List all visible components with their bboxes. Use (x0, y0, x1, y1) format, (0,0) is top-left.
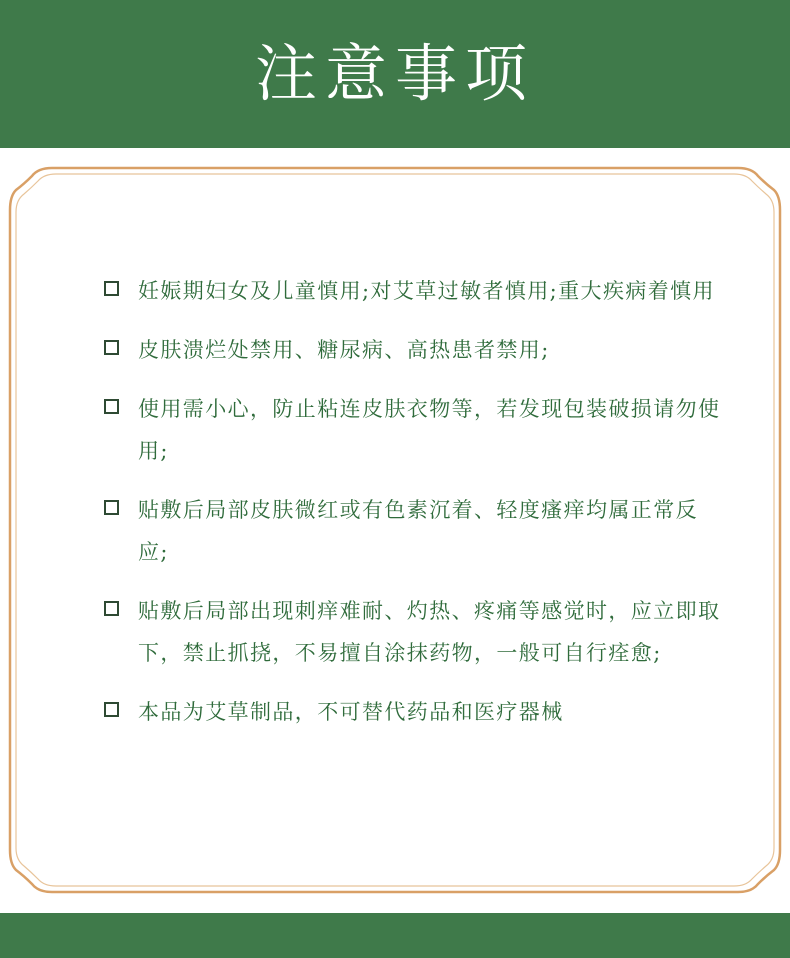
notice-text: 使用需小心，防止粘连皮肤衣物等，若发现包装破损请勿使用; (138, 397, 721, 463)
notice-item (104, 590, 724, 674)
notice-item (104, 388, 724, 472)
notice-text: 妊娠期妇女及儿童慎用;对艾草过敏者慎用;重大疾病着慎用 (138, 279, 715, 303)
notice-text: 皮肤溃烂处禁用、糖尿病、高热患者禁用; (138, 338, 550, 362)
checkbox-icon (104, 601, 119, 616)
notice-list (104, 270, 724, 750)
notice-item (104, 329, 724, 371)
header-band (0, 0, 790, 148)
checkbox-icon (104, 399, 119, 414)
notice-item (104, 270, 724, 312)
notice-item (104, 489, 724, 573)
checkbox-icon (104, 340, 119, 355)
footer-band (0, 913, 790, 958)
checkbox-icon (104, 500, 119, 515)
checkbox-icon (104, 702, 119, 717)
notice-text: 本品为艾草制品，不可替代药品和医疗器械 (138, 700, 564, 724)
notice-item (104, 691, 724, 733)
notice-text: 贴敷后局部出现刺痒难耐、灼热、疼痛等感觉时，应立即取下，禁止抓挠，不易擅自涂抹药物，一般可自行痊愈; (138, 599, 721, 665)
checkbox-icon (104, 281, 119, 296)
page-title: 注意事项 (254, 37, 535, 110)
notice-text: 贴敷后局部皮肤微红或有色素沉着、轻度瘙痒均属正常反应; (138, 498, 698, 564)
